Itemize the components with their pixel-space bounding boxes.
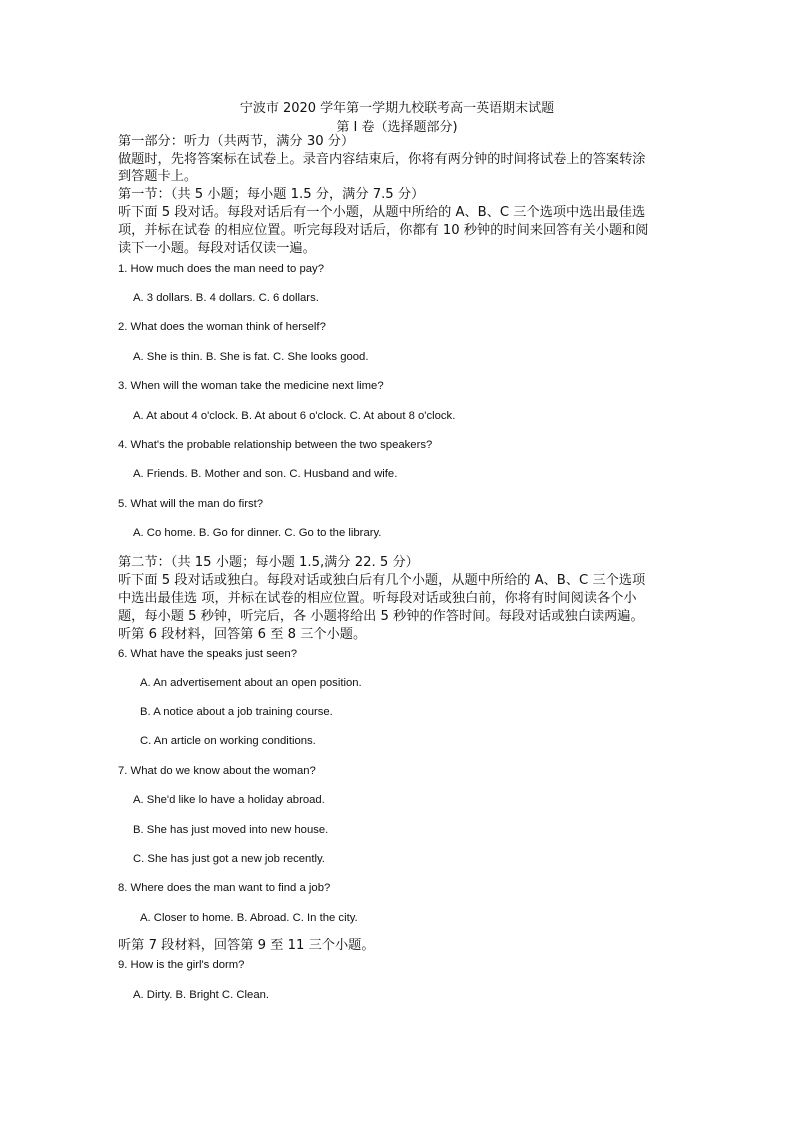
section1-heading: 第一节：（共 5 小题；每小题 1.5 分，满分 7.5 分） [118,187,425,202]
question-4-options: A. Friends. B. Mother and son. C. Husband and wife. [133,468,398,480]
question-9: 9. How is the girl's dorm? [118,959,245,971]
section2-instruction-line: 听下面 5 段对话或独白。每段对话或独白后有几个小题，从题中所给的 A、B、C 三个选项 [118,573,646,588]
question-2: 2. What does the woman think of herself? [118,321,326,333]
question-2-options: A. She is thin. B. She is fat. C. She looks good. [133,351,369,363]
question-8: 8. Where does the man want to find a job? [118,882,331,894]
question-3-options: A. At about 4 o'clock. B. At about 6 o'clock. C. At about 8 o'clock. [133,410,456,422]
question-8-options: A. Closer to home. B. Abroad. C. In the city. [140,912,358,924]
material-6-heading: 听第 6 段材料，回答第 6 至 8 三个小题。 [118,627,367,642]
part1-instruction-line: 做题时，先将答案标在试卷上。录音内容结束后，你将有两分钟的时间将试卷上的答案转涂 [118,152,646,167]
exam-title: 宁波市 2020 学年第一学期九校联考高一英语期末试题 [239,101,555,116]
part1-heading: 第一部分：听力（共两节，满分 30 分） [118,134,355,149]
question-5-options: A. Co home. B. Go for dinner. C. Go to the library. [133,527,382,539]
part1-instruction-line: 到答题卡上。 [118,169,198,184]
question-6-option-a: A. An advertisement about an open position. [140,677,362,689]
question-5: 5. What will the man do first? [118,498,264,510]
question-3: 3. When will the woman take the medicine next lime? [118,380,384,392]
question-9-options: A. Dirty. B. Bright C. Clean. [133,989,270,1001]
exam-subtitle: 第 I 卷（选择题部分) [336,120,458,135]
question-4: 4. What's the probable relationship between the two speakers? [118,439,433,451]
question-1-options: A. 3 dollars. B. 4 dollars. C. 6 dollars. [133,292,319,304]
question-1: 1. How much does the man need to pay? [118,263,324,275]
section2-instruction-line: 中选出最佳选 项，并标在试卷的相应位置。听每段对话或独白前，你将有时间阅读各个小 [118,591,637,606]
question-7-option-b: B. She has just moved into new house. [133,824,329,836]
question-6-option-b: B. A notice about a job training course. [140,706,333,718]
section2-heading: 第二节：（共 15 小题；每小题 1.5,满分 22. 5 分） [118,555,419,570]
question-7-option-c: C. She has just got a new job recently. [133,853,325,865]
section1-instruction-line: 项，并标在试卷 的相应位置。听完每段对话后，你都有 10 秒钟的时间来回答有关小题和阅 [118,223,649,238]
section1-instruction-line: 听下面 5 段对话。每段对话后有一个小题，从题中所给的 A、B、C 三个选项中选出最佳选 [118,205,646,220]
section2-instruction-line: 题，每小题 5 秒钟，听完后，各 小题将给出 5 秒钟的作答时间。每段对话或独白读两遍。 [118,609,644,624]
question-6: 6. What have the speaks just seen? [118,648,297,660]
question-7: 7. What do we know about the woman? [118,765,316,777]
section1-instruction-line: 读下一小题。每段对话仅读一遍。 [118,241,316,256]
question-6-option-c: C. An article on working conditions. [140,735,316,747]
material-7-heading: 听第 7 段材料，回答第 9 至 11 三个小题。 [118,938,375,953]
question-7-option-a: A. She'd like lo have a holiday abroad. [133,794,325,806]
